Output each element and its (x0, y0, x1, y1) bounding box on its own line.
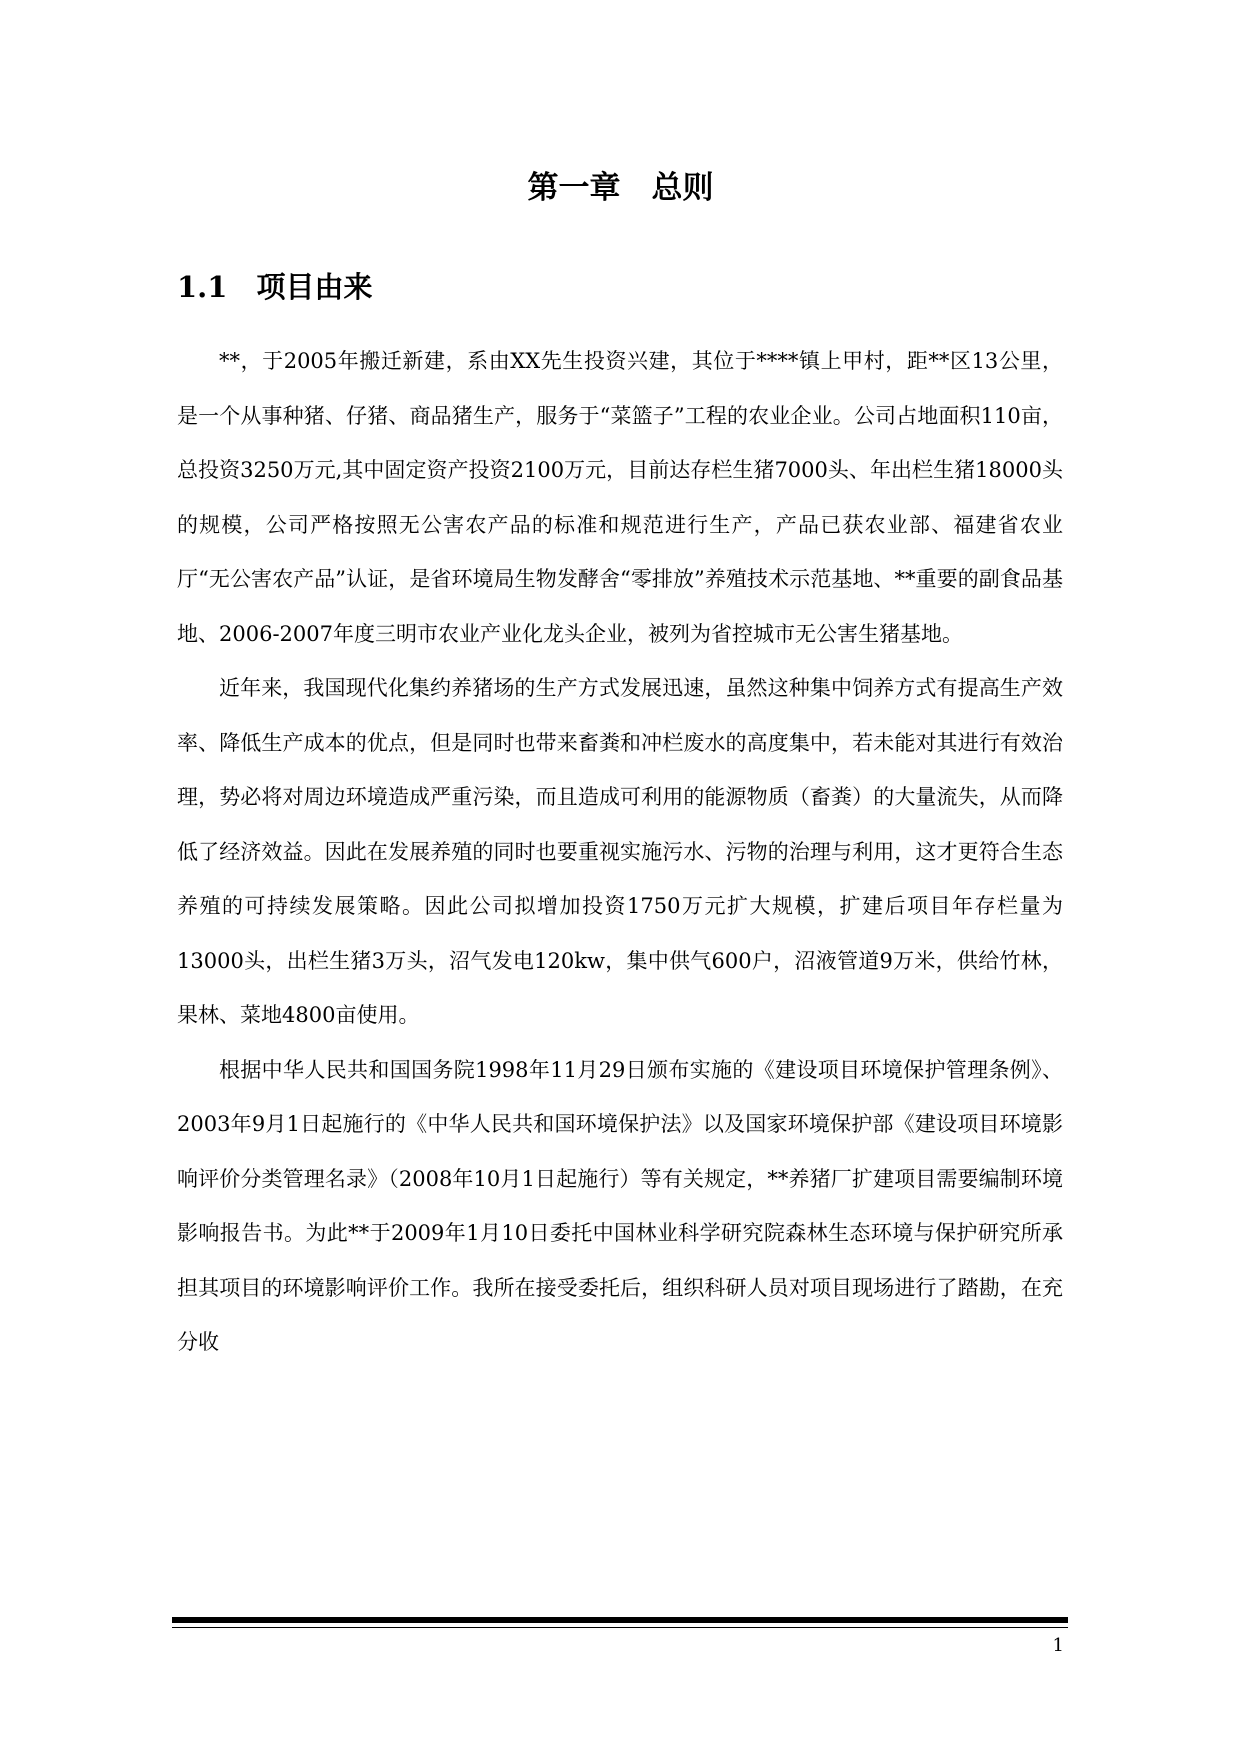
paragraph-recent-development: 近年来，我国现代化集约养猪场的生产方式发展迅速，虽然这种集中饲养方式有提高生产效率、降低生产成本的优点，但是同时也带来畜粪和冲栏废水的高度集中，若未能对其进行有效治理，势必将对周边环境造成严重污染，而且造成可利用的能源物质（畜粪）的大量流失，从而降低了经济效益。因此在发展养殖的同时也要重视实施污水、污物的治理与利用，这才更符合生态养殖的可持续发展策略。因此公司拟增加投资1750万元扩大规模，扩建后项目年存栏量为13000头，出栏生猪3万头，沼气发电120kw，集中供气600户，沼液管道9万米，供给竹林，果林、菜地4800亩使用。 (177, 676, 1063, 1027)
body-text (177, 334, 1063, 1370)
footer-rule-thin (172, 1627, 1068, 1628)
page-number: 1 (1052, 1635, 1064, 1656)
footer-rule-thick (172, 1617, 1068, 1623)
chapter-title: 第一章 总则 (527, 170, 714, 206)
paragraph-regulatory-basis: 根据中华人民共和国国务院1998年11月29日颁布实施的《建设项目环境保护管理条例》、2003年9月1日起施行的《中华人民共和国环境保护法》以及国家环境保护部《建设项目环境影响评价分类管理名录》（2008年10月1日起施行）等有关规定，**养猪厂扩建项目需要编制环境影响报告书。为此**于2009年1月10日委托中国林业科学研究院森林生态环境与保护研究所承担其项目的环境影响评价工作。我所在接受委托后，组织科研人员对项目现场进行了踏勘，在充分收 (177, 1057, 1063, 1354)
section-heading: 1.1 项目由来 (177, 270, 373, 304)
paragraph-project-background: **，于2005年搬迁新建，系由XX先生投资兴建，其位于****镇上甲村，距**区13公里，是一个从事种猪、仔猪、商品猪生产，服务于“菜篮子”工程的农业企业。公司占地面积110亩，总投资3250万元,其中固定资产投资2100万元，目前达存栏生猪7000头、年出栏生猪18000头的规模，公司严格按照无公害农产品的标准和规范进行生产，产品已获农业部、福建省农业厅“无公害农产品”认证，是省环境局生物发酵舍“零排放”养殖技术示范基地、**重要的副食品基地、2006-2007年度三明市农业产业化龙头企业，被列为省控城市无公害生猪基地。 (177, 349, 1063, 646)
